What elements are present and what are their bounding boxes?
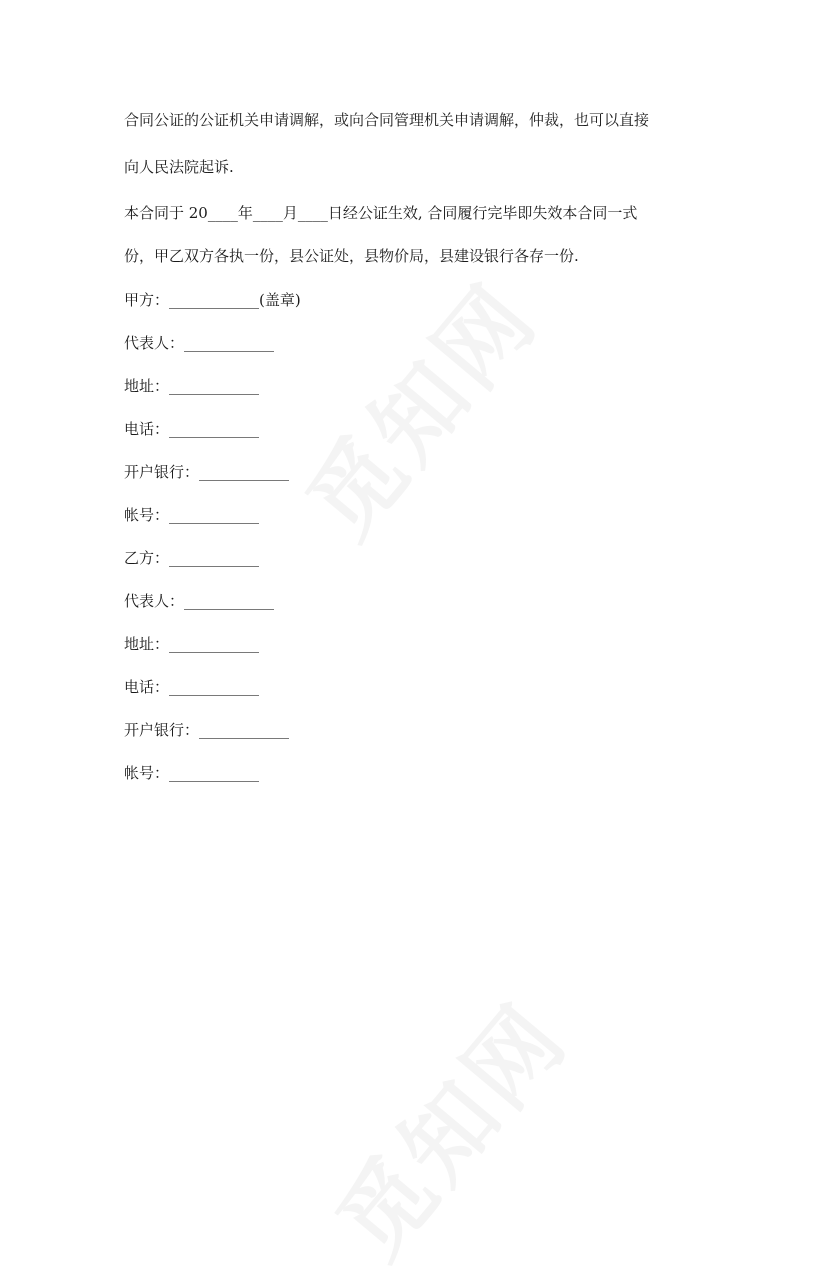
paragraph-line-2: 向人民法院起诉.: [124, 158, 234, 176]
party-b-account: 帐号：____________: [124, 764, 260, 782]
paragraph-line-4: 份，甲乙双方各执一份，县公证处，县物价局，县建设银行各存一份.: [124, 247, 579, 265]
party-a-line: 甲方：____________(盖章): [124, 291, 301, 309]
party-b-address: 地址：____________: [124, 635, 260, 653]
party-b-representative: 代表人：____________: [124, 592, 275, 610]
party-a-phone: 电话：____________: [124, 420, 260, 438]
party-b-bank: 开户银行：____________: [124, 721, 290, 739]
party-b-line: 乙方：____________: [124, 549, 260, 567]
watermark-bottom: [302, 971, 592, 1281]
party-b-phone: 电话：____________: [124, 678, 260, 696]
watermark: [272, 251, 562, 561]
party-a-representative: 代表人：____________: [124, 334, 275, 352]
party-a-address: 地址：____________: [124, 377, 260, 395]
party-a-account: 帐号：____________: [124, 506, 260, 524]
paragraph-line-1: 合同公证的公证机关申请调解，或向合同管理机关申请调解，仲裁，也可以直接: [124, 111, 650, 129]
paragraph-line-3: 本合同于 20____年____月____日经公证生效, 合同履行完毕即失效本合同一式: [124, 204, 638, 222]
party-a-bank: 开户银行：____________: [124, 463, 290, 481]
